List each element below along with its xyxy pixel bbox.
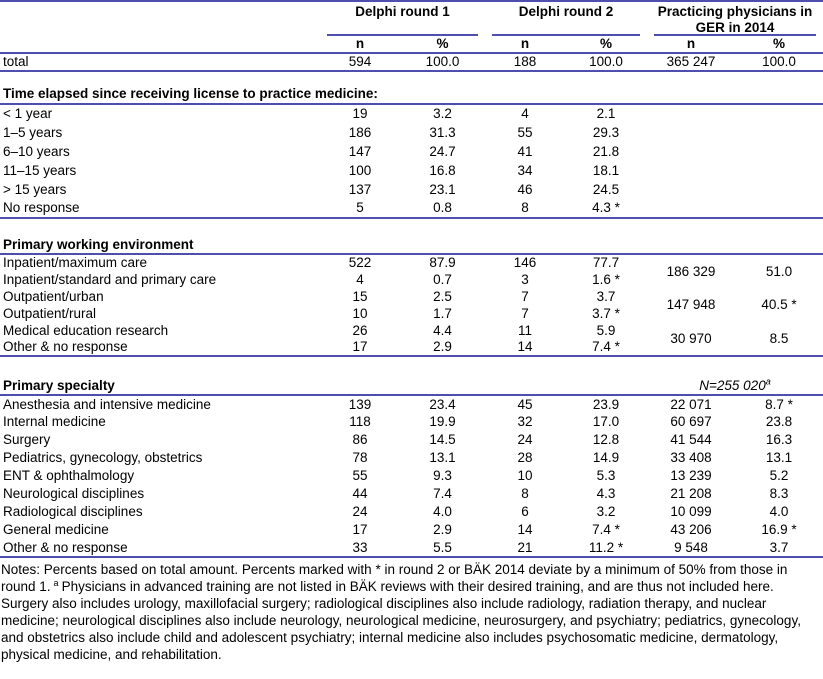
table-row [0, 539, 823, 557]
column-group-round1: Delphi round 1 [320, 1, 485, 36]
data-cell: 29.3 [592, 124, 620, 140]
merged-data-cell: 147 948 [666, 297, 716, 312]
table-row [0, 180, 823, 199]
data-cell: 13 239 [670, 468, 712, 483]
empty-cell [647, 104, 735, 123]
notes [0, 558, 823, 663]
data-cell: 4.0 [769, 504, 789, 519]
data-cell: 21 208 [670, 486, 712, 501]
data-cell: 1.7 [433, 305, 452, 321]
data-cell: 18.1 [592, 162, 620, 178]
footnote-marker-a: a [53, 577, 59, 588]
corner-cell [0, 1, 320, 36]
data-cell: 10 [517, 468, 533, 483]
table-row [0, 395, 823, 413]
merged-data-cell: 30 970 [647, 322, 735, 356]
row-label-cell: Internal medicine [3, 414, 106, 429]
data-cell: 55 [517, 124, 533, 140]
data-cell: 5.9 [596, 322, 616, 338]
data-cell: 7.4 * [592, 522, 620, 537]
table-row [0, 431, 823, 449]
data-cell: 5.5 [400, 539, 485, 557]
data-cell: 17 [320, 339, 400, 356]
data-cell: 77.7 [592, 255, 620, 270]
data-cell: 4.0 [433, 504, 452, 519]
data-cell: 24 [517, 432, 533, 447]
column-group-round2: Delphi round 2 [485, 1, 647, 36]
data-cell: 78 [352, 450, 368, 465]
data-cell: 522 [348, 255, 372, 270]
data-cell: 16.3 [765, 432, 793, 447]
section-environment [0, 237, 823, 356]
data-cell: 5.3 [596, 468, 616, 483]
data-cell: 118 [349, 414, 371, 429]
row-label-cell: 1–5 years [3, 124, 63, 140]
data-cell: 11.2 * [565, 539, 647, 557]
data-cell: 32 [517, 414, 533, 429]
data-cell: 100.0 [400, 53, 485, 71]
data-cell: 1.6 * [592, 271, 620, 287]
col-header-pct-round1: % [400, 36, 485, 53]
merged-data-cell: 51.0 [765, 263, 793, 279]
data-cell: 139 [348, 396, 372, 412]
empty-cell [647, 142, 735, 161]
data-cell: 10 [352, 305, 368, 321]
group-header-row [0, 1, 823, 36]
merged-data-cell: 8.5 [735, 322, 823, 356]
data-cell: 11 [517, 322, 532, 338]
data-cell: 14.9 [592, 450, 620, 465]
row-label-cell: Medical education research [3, 322, 169, 338]
empty-cell [647, 199, 735, 218]
data-cell: 10 099 [670, 504, 712, 519]
data-cell: 186 [348, 124, 372, 140]
data-cell: 7.4 * [565, 339, 647, 356]
empty-cell [647, 161, 735, 180]
row-label-cell: total [0, 53, 320, 71]
row-label-cell: Surgery [3, 432, 51, 447]
spacer-row [0, 71, 823, 85]
data-cell: 86 [352, 432, 368, 447]
table-row [0, 142, 823, 161]
data-cell: 23.4 [429, 396, 456, 412]
data-cell: 2.5 [433, 288, 452, 304]
data-cell: 4 [521, 106, 529, 121]
data-cell: 14 [517, 522, 533, 537]
row-label-cell: ENT & ophthalmology [3, 468, 135, 483]
section-heading-time: Time elapsed since receiving license to practice medicine: [0, 85, 823, 104]
empty-cell [735, 142, 823, 161]
corner-cell [0, 36, 320, 53]
data-cell: 33 408 [670, 450, 712, 465]
data-cell: 8.3 [769, 486, 789, 501]
data-cell: 8 [485, 199, 565, 218]
total-row [0, 53, 823, 71]
data-cell: 31.3 [429, 124, 456, 140]
table-row [0, 288, 823, 305]
spacer-row [0, 218, 823, 237]
row-label-cell: Outpatient/urban [3, 288, 104, 304]
col-header-n-ger: n [647, 36, 735, 53]
data-cell: 14.5 [429, 432, 456, 447]
row-label-cell: Inpatient/maximum care [3, 255, 148, 270]
data-cell: 2.1 [596, 106, 616, 121]
data-cell: 17 [352, 522, 368, 537]
col-header-n-round1: n [320, 36, 400, 53]
data-cell: 4.4 [433, 322, 452, 338]
row-label-cell: > 15 years [3, 181, 67, 197]
merged-data-cell: 40.5 * [761, 297, 797, 312]
data-cell: 4.3 * [565, 199, 647, 218]
table-row [0, 413, 823, 431]
data-cell: 23.8 [765, 414, 793, 429]
data-cell: 16.9 * [761, 522, 797, 537]
col-header-pct-round2: % [565, 36, 647, 53]
data-cell: 24.7 [429, 143, 456, 159]
data-cell: 12.8 [592, 432, 620, 447]
data-cell: 7.4 [433, 486, 452, 501]
data-cell: 8.7 * [765, 396, 793, 412]
column-group-ger: Practicing physicians in GER in 2014 [647, 1, 823, 36]
data-cell: 100.0 [565, 53, 647, 71]
table-row [0, 503, 823, 521]
table-row [0, 123, 823, 142]
data-cell: 594 [320, 53, 400, 71]
table-row [0, 467, 823, 485]
row-label-cell: 11–15 years [3, 162, 77, 178]
section-heading-row [0, 85, 823, 104]
data-cell: 19.9 [429, 414, 456, 429]
empty-cell [735, 161, 823, 180]
data-cell: 43 206 [670, 522, 712, 537]
empty-cell [735, 123, 823, 142]
table-row [0, 254, 823, 271]
table-row [0, 104, 823, 123]
data-cell: 2.9 [433, 522, 452, 537]
data-cell: 44 [352, 486, 368, 501]
row-label-cell: Other & no response [0, 539, 320, 557]
row-label-cell: No response [0, 199, 320, 218]
notes-text-after-footnote: Physicians in advanced training are not listed in BÄK reviews with their desired training, and are thus not included here. [61, 579, 774, 594]
data-cell: 146 [513, 255, 537, 270]
empty-cell [735, 199, 823, 218]
data-cell: 60 697 [670, 414, 712, 429]
data-cell: 55 [352, 468, 368, 483]
row-label-cell: 6–10 years [3, 143, 70, 159]
data-cell: 5.2 [769, 468, 789, 483]
col-header-pct-ger: % [735, 36, 823, 53]
data-cell: 188 [485, 53, 565, 71]
data-cell: 19 [352, 106, 368, 121]
data-cell: 3 [521, 271, 529, 287]
data-cell: 4 [356, 271, 364, 287]
empty-cell [735, 104, 823, 123]
section-heading-row [0, 377, 823, 395]
data-cell: 100 [348, 162, 372, 178]
data-cell: 15 [352, 288, 368, 304]
data-cell: 3.2 [433, 106, 452, 121]
data-cell: 2.9 [400, 339, 485, 356]
data-cell: 26 [352, 322, 368, 338]
specialty-n-note [647, 377, 823, 395]
data-cell: 6 [521, 504, 529, 519]
table-row [0, 322, 823, 339]
empty-cell [647, 123, 735, 142]
data-cell: 45 [517, 396, 533, 412]
notes-text-before-footnote: Notes: Percents based on total amount. Percents marked with * in round 2 or BÄK 2014 deviate by a minimum of 50% from those in round 1. [1, 562, 788, 594]
empty-cell [735, 180, 823, 199]
notes-paragraph-2: Surgery also includes urology, maxillofacial surgery; radiological disciplines also include radiology, radiation therapy, and nuclear medicine; neurological disciplines also include neurology, neurological medicine, neurosurgery, and psychiatry; pediatrics, gynecology, and obstetrics also include child and adolescent psychiatry; internal medicine also includes psychosomatic medicine, dermatology, physical medicine, and rehabilitation. [1, 596, 801, 662]
data-cell: 23.9 [592, 396, 620, 412]
data-cell: 4.3 [596, 486, 616, 501]
table-row [0, 199, 823, 218]
row-label-cell: Neurological disciplines [3, 486, 145, 501]
data-cell: 0.8 [400, 199, 485, 218]
data-cell: 21.8 [592, 143, 620, 159]
section-heading-row [0, 237, 823, 254]
data-cell: 13.1 [765, 450, 793, 465]
col-header-n-round2: n [485, 36, 565, 53]
data-cell: 46 [517, 181, 533, 197]
data-cell: 17.0 [592, 414, 620, 429]
row-label-cell: Inpatient/standard and primary care [3, 271, 217, 287]
data-cell: 8 [521, 486, 529, 501]
data-cell: 13.1 [429, 450, 456, 465]
row-label-cell: General medicine [3, 522, 109, 537]
row-label-cell: < 1 year [3, 106, 53, 121]
section-specialty [0, 377, 823, 557]
data-cell: 33 [320, 539, 400, 557]
row-label-cell: Anesthesia and intensive medicine [3, 396, 211, 412]
data-cell: 24.5 [592, 181, 620, 197]
data-cell: 7 [521, 288, 529, 304]
data-cell: 24 [352, 504, 368, 519]
subheader-row [0, 36, 823, 53]
n-note-text: N=255 020 [699, 377, 766, 393]
total-section [0, 53, 823, 71]
data-cell: 3.2 [596, 504, 616, 519]
section-heading-specialty: Primary specialty [0, 377, 647, 395]
data-cell: 16.8 [429, 162, 456, 178]
data-cell: 14 [485, 339, 565, 356]
section-heading-environment: Primary working environment [0, 237, 823, 254]
data-cell: 137 [348, 181, 372, 197]
merged-data-cell: 186 329 [666, 263, 716, 279]
section-time [0, 85, 823, 218]
data-cell: 100.0 [735, 53, 823, 71]
row-label-cell: Pediatrics, gynecology, obstetrics [3, 450, 203, 465]
row-label-cell: Radiological disciplines [3, 504, 143, 519]
data-cell: 365 247 [647, 53, 735, 71]
empty-cell [647, 180, 735, 199]
notes-paragraph-1 [1, 561, 821, 595]
data-cell: 41 544 [670, 432, 712, 447]
data-cell: 9 548 [647, 539, 735, 557]
data-cell: 21 [485, 539, 565, 557]
data-cell: 87.9 [429, 255, 456, 270]
table-row [0, 161, 823, 180]
data-cell: 9.3 [433, 468, 452, 483]
row-label-cell: Other & no response [0, 339, 320, 356]
footnote-marker-a: a [765, 377, 771, 386]
data-cell: 3.7 [596, 288, 616, 304]
data-cell: 7 [521, 305, 529, 321]
data-cell: 22 071 [670, 396, 712, 412]
data-cell: 3.7 [735, 539, 823, 557]
spacer-row [0, 356, 823, 377]
data-cell: 41 [517, 143, 533, 159]
data-cell: 23.1 [429, 181, 456, 197]
table-row [0, 521, 823, 539]
data-cell: 147 [348, 143, 372, 159]
data-cell: 0.7 [433, 271, 452, 287]
data-cell: 28 [517, 450, 533, 465]
data-cell: 5 [320, 199, 400, 218]
table-row [0, 449, 823, 467]
data-cell: 34 [517, 162, 533, 178]
data-cell: 3.7 * [592, 305, 620, 321]
row-label-cell: Outpatient/rural [3, 305, 97, 321]
table-row [0, 485, 823, 503]
